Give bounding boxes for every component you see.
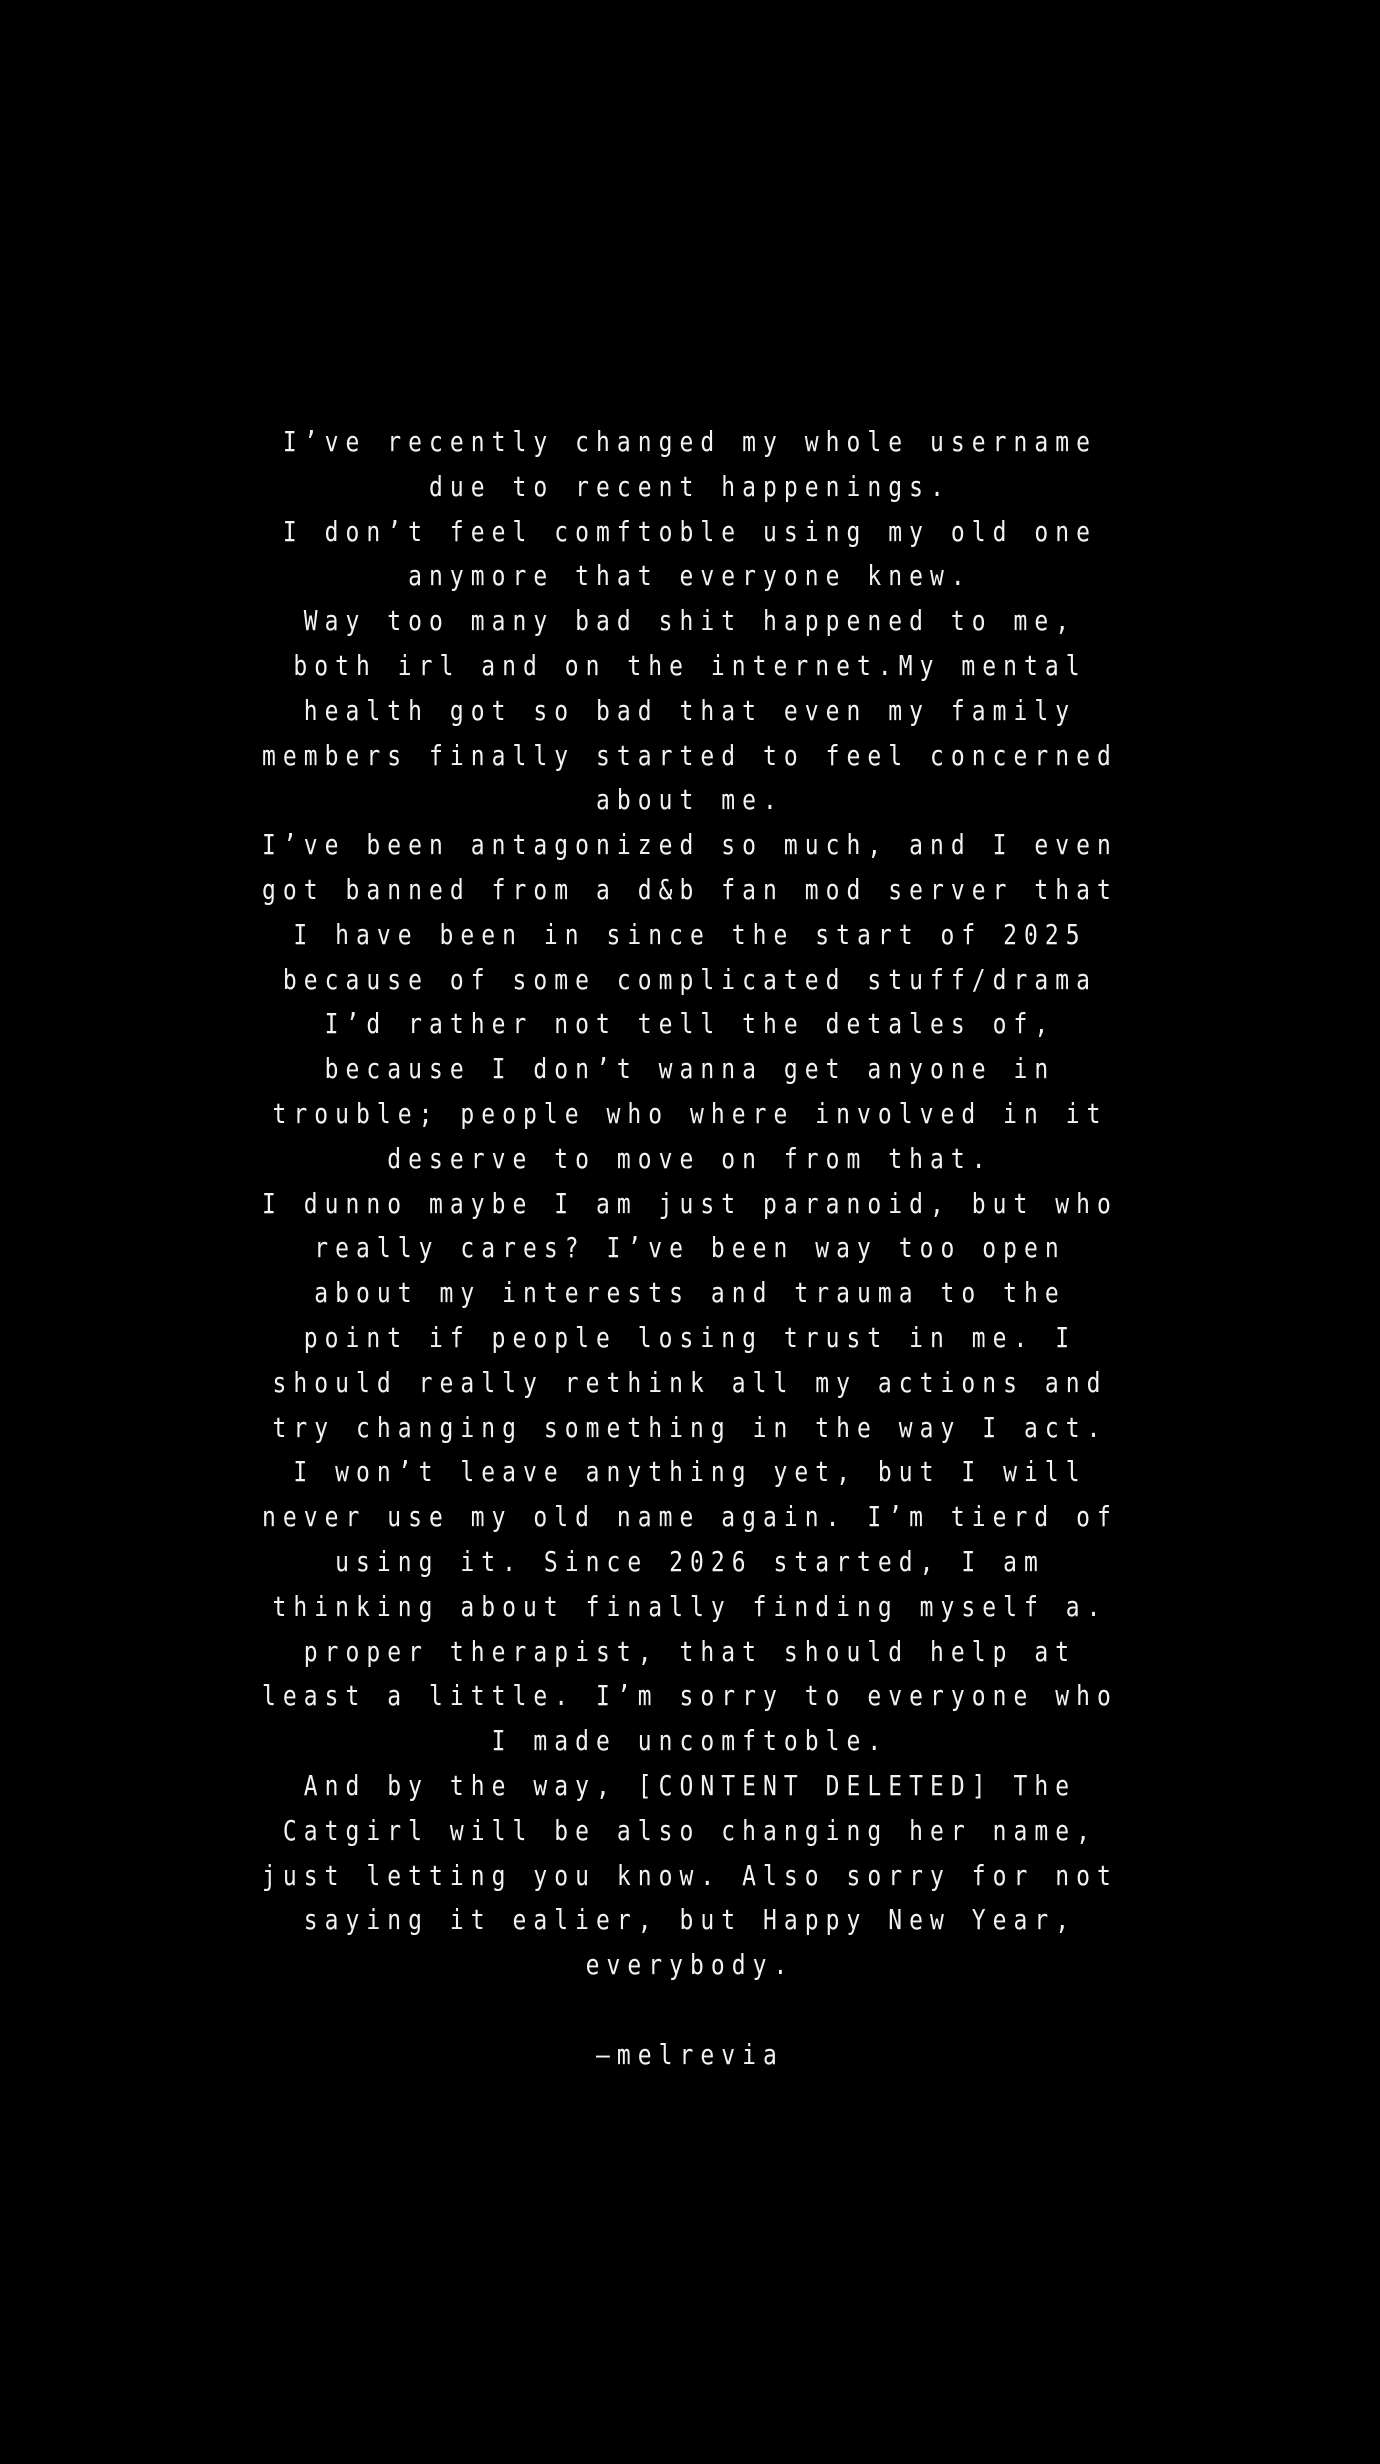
message-line: just letting you know. Also sorry for not xyxy=(262,1858,1118,1892)
message-line: everybody. xyxy=(585,1948,795,1982)
message-line: using it. Since 2026 started, I am xyxy=(335,1544,1045,1578)
message-line: I have been in since the start of 2025 xyxy=(293,917,1087,951)
message-line: I’ve been antagonized so much, and I even xyxy=(262,828,1118,862)
message-line: saying it ealier, but Happy New Year, xyxy=(303,1903,1077,1937)
spacer xyxy=(0,1988,1380,2033)
message-line: point if people losing trust in me. I xyxy=(303,1320,1077,1354)
message-line: I’ve recently changed my whole username xyxy=(282,425,1098,458)
message-line: Catgirl will be also changing her name, xyxy=(282,1813,1098,1847)
message-line: really cares? I’ve been way too open xyxy=(314,1231,1066,1265)
message-line: about my interests and trauma to the xyxy=(314,1276,1066,1310)
message-line: Way too many bad shit happened to me, xyxy=(303,604,1077,638)
message-line: I don’t feel comftoble using my old one xyxy=(282,514,1098,548)
signature: –melrevia xyxy=(596,2037,784,2071)
message-line: because I don’t wanna get anyone in xyxy=(324,1052,1056,1086)
message-line: I made uncomftoble. xyxy=(491,1724,889,1758)
message-line: about me. xyxy=(596,783,784,817)
message-line: deserve to move on from that. xyxy=(387,1141,993,1175)
message-line: I dunno maybe I am just paranoid, but who xyxy=(262,1186,1118,1220)
message-line: trouble; people who where involved in it xyxy=(272,1096,1108,1130)
message-line: both irl and on the internet.My mental xyxy=(293,648,1087,682)
message-line: I’d rather not tell the detales of, xyxy=(324,1007,1056,1041)
message-line: should really rethink all my actions and xyxy=(272,1365,1108,1399)
message-line: proper therapist, that should help at xyxy=(303,1634,1077,1668)
message-line: anymore that everyone knew. xyxy=(408,559,972,593)
message-body xyxy=(0,420,1380,2077)
message-line: because of some complicated stuff/drama xyxy=(282,962,1098,996)
message-line: never use my old name again. I’m tierd of xyxy=(262,1500,1118,1534)
message-line: And by the way, [CONTENT DELETED] The xyxy=(303,1768,1077,1802)
message-line: I won’t leave anything yet, but I will xyxy=(293,1455,1087,1489)
message-line: members finally started to feel concerned xyxy=(262,738,1118,772)
message-line: due to recent happenings. xyxy=(429,469,951,503)
message-line: got banned from a d&b fan mod server that xyxy=(262,872,1118,906)
message-line: try changing something in the way I act. xyxy=(272,1410,1108,1444)
message-line: least a little. I’m sorry to everyone who xyxy=(262,1679,1118,1713)
message-line: thinking about finally finding myself a. xyxy=(272,1589,1108,1623)
message-line: health got so bad that even my family xyxy=(303,693,1077,727)
